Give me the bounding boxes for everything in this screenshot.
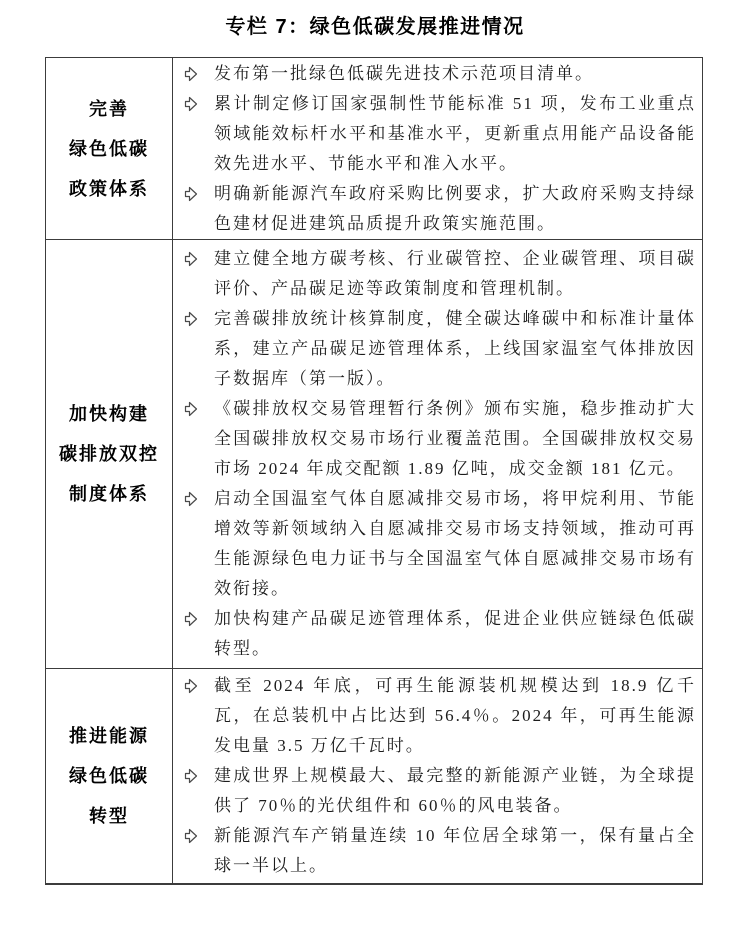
right-arrow-outline-icon — [184, 678, 198, 694]
table-row-carbon-control-system — [46, 239, 702, 668]
list-item-text: 截至 2024 年底，可再生能源装机规模达到 18.9 亿千瓦，在总装机中占比达到 56.4％。2024 年，可再生能源发电量 3.5 万亿千瓦时。 — [214, 676, 696, 755]
right-arrow-outline-icon — [184, 768, 198, 784]
right-arrow-outline-icon — [184, 311, 198, 327]
list-item-text: 建成世界上规模最大、最完整的新能源产业链，为全球提供了 70％的光伏组件和 60％的风电装备。 — [214, 766, 696, 815]
list-item-text: 《碳排放权交易管理暂行条例》颁布实施，稳步推动扩大全国碳排放权交易市场行业覆盖范围。全国碳排放权交易市场 2024 年成交配额 1.89 亿吨，成交金额 181 亿元。 — [214, 399, 696, 478]
content-cell — [173, 58, 702, 239]
table-row-policy-system — [46, 58, 702, 239]
category-cell-energy-transition: 推进能源 绿色低碳 转型 — [46, 669, 173, 883]
table-row-energy-transition — [46, 668, 702, 883]
list-item-text: 明确新能源汽车政府采购比例要求，扩大政府采购支持绿色建材促进建筑品质提升政策实施范围。 — [214, 183, 696, 233]
list-item — [181, 59, 696, 89]
page-title: 专栏 7：绿色低碳发展推进情况 — [225, 16, 525, 38]
list-item-text: 完善碳排放统计核算制度，健全碳达峰碳中和标准计量体系，建立产品碳足迹管理体系，上线国家温室气体排放因子数据库（第一版）。 — [214, 309, 696, 388]
list-item — [181, 821, 696, 881]
right-arrow-outline-icon — [184, 186, 198, 202]
right-arrow-outline-icon — [184, 96, 198, 112]
list-item-text: 发布第一批绿色低碳先进技术示范项目清单。 — [214, 63, 594, 83]
list-item-text: 加快构建产品碳足迹管理体系，促进企业供应链绿色低碳转型。 — [214, 609, 696, 658]
list-item-text: 累计制定修订国家强制性节能标准 51 项，发布工业重点领域能效标杆水平和基准水平，更新重点用能产品设备能效先进水平、节能水平和准入水平。 — [214, 93, 696, 173]
right-arrow-outline-icon — [184, 66, 198, 82]
right-arrow-outline-icon — [184, 611, 198, 627]
list-item-text: 建立健全地方碳考核、行业碳管控、企业碳管理、项目碳评价、产品碳足迹等政策制度和管理机制。 — [214, 249, 696, 298]
list-item — [181, 179, 696, 239]
right-arrow-outline-icon — [184, 491, 198, 507]
list-item — [181, 761, 696, 821]
right-arrow-outline-icon — [184, 828, 198, 844]
category-cell-policy-system: 完善 绿色低碳 政策体系 — [46, 58, 173, 239]
box-table — [45, 57, 703, 885]
list-item — [181, 89, 696, 179]
list-item-text: 启动全国温室气体自愿减排交易市场，将甲烷利用、节能增效等新领域纳入自愿减排交易市场支持领域，推动可再生能源绿色电力证书与全国温室气体自愿减排交易市场有效衔接。 — [214, 489, 696, 598]
category-cell-carbon-control-system: 加快构建 碳排放双控 制度体系 — [46, 240, 173, 668]
right-arrow-outline-icon — [184, 251, 198, 267]
list-item-text: 新能源汽车产销量连续 10 年位居全球第一，保有量占全球一半以上。 — [214, 826, 696, 875]
right-arrow-outline-icon — [184, 401, 198, 417]
list-item — [181, 244, 696, 304]
list-item — [181, 394, 696, 484]
list-item — [181, 484, 696, 604]
content-cell — [173, 669, 702, 883]
list-item — [181, 671, 696, 761]
list-item — [181, 304, 696, 394]
content-cell — [173, 240, 702, 668]
list-item — [181, 604, 696, 664]
